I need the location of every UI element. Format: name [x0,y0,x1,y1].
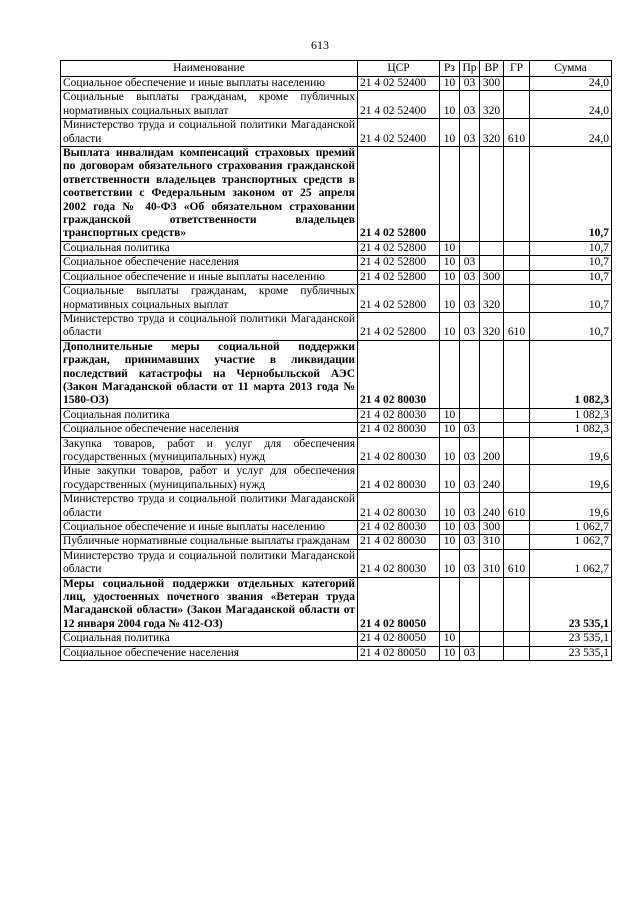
cell-sum: 1 062,7 [530,535,612,549]
table-row [61,535,612,549]
cell-rz: 10 [440,119,460,147]
table-row [61,147,612,242]
table-row [61,77,612,91]
cell-pr [460,241,480,255]
cell-gr [504,77,530,91]
cell-sum: 24,0 [530,119,612,147]
cell-csr: 21 4 02 80030 [358,340,440,408]
cell-sum: 24,0 [530,77,612,91]
cell-pr: 03 [460,119,480,147]
cell-rz [440,577,460,632]
cell-pr: 03 [460,493,480,521]
table-row [61,91,612,119]
cell-name: Публичные нормативные социальные выплаты гражданам [61,535,358,549]
table-row [61,241,612,255]
cell-vr: 300 [480,270,504,284]
cell-rz: 10 [440,77,460,91]
cell-csr: 21 4 02 80050 [358,577,440,632]
cell-name: Социальное обеспечение и иные выплаты населению [61,77,358,91]
cell-vr: 310 [480,535,504,549]
cell-sum: 1 082,3 [530,423,612,437]
cell-sum: 19,6 [530,465,612,493]
cell-pr: 03 [460,423,480,437]
table-row [61,285,612,313]
cell-csr: 21 4 02 52800 [358,241,440,255]
cell-name: Социальная политика [61,632,358,646]
cell-vr: 200 [480,437,504,465]
cell-sum: 10,7 [530,256,612,270]
cell-gr [504,241,530,255]
header-gr: ГР [504,61,530,77]
cell-rz: 10 [440,646,460,660]
cell-name: Социальное обеспечение населения [61,256,358,270]
cell-rz: 10 [440,535,460,549]
cell-rz: 10 [440,408,460,422]
cell-vr: 300 [480,77,504,91]
cell-vr [480,577,504,632]
table-row [61,256,612,270]
cell-pr [460,340,480,408]
cell-pr: 03 [460,646,480,660]
cell-pr: 03 [460,535,480,549]
cell-pr: 03 [460,521,480,535]
cell-pr: 03 [460,312,480,340]
cell-name: Социальное обеспечение и иные выплаты населению [61,270,358,284]
header-name: Наименование [61,61,358,77]
table-row [61,270,612,284]
cell-name: Социальная политика [61,408,358,422]
cell-csr: 21 4 02 80050 [358,646,440,660]
cell-sum: 23 535,1 [530,632,612,646]
cell-csr: 21 4 02 52400 [358,77,440,91]
cell-name: Дополнительные меры социальной поддержки граждан, принимавших участие в ликвидации последствий катастрофы на Чернобыльской АЭС (Закон Магаданской области от 11 марта 2013 года № 1580-ОЗ) [61,340,358,408]
cell-vr [480,241,504,255]
cell-pr [460,408,480,422]
cell-gr [504,465,530,493]
cell-vr: 320 [480,119,504,147]
cell-rz: 10 [440,270,460,284]
cell-gr [504,577,530,632]
cell-sum: 1 082,3 [530,340,612,408]
cell-sum: 10,7 [530,270,612,284]
cell-vr [480,340,504,408]
cell-rz: 10 [440,256,460,270]
cell-name: Иные закупки товаров, работ и услуг для обеспечения государственных (муниципальных) нужд [61,465,358,493]
cell-vr: 320 [480,312,504,340]
cell-vr: 240 [480,493,504,521]
table-header [61,61,612,77]
cell-vr [480,408,504,422]
cell-csr: 21 4 02 80030 [358,493,440,521]
cell-name: Министерство труда и социальной политики Магаданской области [61,119,358,147]
cell-sum: 1 082,3 [530,408,612,422]
cell-gr: 610 [504,312,530,340]
cell-pr: 03 [460,437,480,465]
cell-csr: 21 4 02 52800 [358,312,440,340]
cell-gr [504,423,530,437]
cell-gr [504,147,530,242]
cell-pr [460,632,480,646]
cell-pr: 03 [460,77,480,91]
cell-sum: 23 535,1 [530,646,612,660]
cell-vr [480,147,504,242]
cell-name: Министерство труда и социальной политики Магаданской области [61,493,358,521]
cell-rz: 10 [440,241,460,255]
table-row [61,119,612,147]
cell-vr [480,423,504,437]
cell-vr: 300 [480,521,504,535]
table-row [61,465,612,493]
cell-rz: 10 [440,632,460,646]
cell-csr: 21 4 02 80030 [358,423,440,437]
cell-gr: 610 [504,549,530,577]
cell-gr [504,340,530,408]
cell-vr: 310 [480,549,504,577]
cell-pr: 03 [460,270,480,284]
cell-csr: 21 4 02 80030 [358,465,440,493]
table-body [61,77,612,661]
cell-gr [504,408,530,422]
cell-name: Министерство труда и социальной политики Магаданской области [61,549,358,577]
cell-rz: 10 [440,312,460,340]
cell-gr [504,632,530,646]
cell-gr [504,270,530,284]
cell-pr: 03 [460,91,480,119]
cell-vr: 320 [480,91,504,119]
cell-rz [440,147,460,242]
cell-sum: 19,6 [530,493,612,521]
table-row [61,493,612,521]
cell-csr: 21 4 02 52800 [358,256,440,270]
cell-rz [440,340,460,408]
table-row [61,340,612,408]
cell-rz: 10 [440,423,460,437]
cell-vr [480,256,504,270]
cell-name: Социальное обеспечение и иные выплаты населению [61,521,358,535]
cell-name: Меры социальной поддержки отдельных категорий лиц, удостоенных почетного звания «Ветеран труда Магаданской области» (Закон Магаданской области от 12 января 2004 года № 412-ОЗ) [61,577,358,632]
cell-csr: 21 4 02 52800 [358,270,440,284]
cell-sum: 23 535,1 [530,577,612,632]
cell-gr [504,91,530,119]
cell-vr: 320 [480,285,504,313]
cell-csr: 21 4 02 80030 [358,549,440,577]
header-sum: Сумма [530,61,612,77]
cell-rz: 10 [440,521,460,535]
cell-vr [480,646,504,660]
cell-vr: 240 [480,465,504,493]
cell-rz: 10 [440,493,460,521]
cell-name: Министерство труда и социальной политики Магаданской области [61,312,358,340]
header-row [61,61,612,77]
cell-gr [504,256,530,270]
cell-csr: 21 4 02 80030 [358,437,440,465]
cell-name: Социальное обеспечение населения [61,646,358,660]
header-vr: ВР [480,61,504,77]
header-pr: Пр [460,61,480,77]
cell-gr [504,285,530,313]
table-row [61,312,612,340]
budget-table [60,60,612,661]
cell-csr: 21 4 02 80030 [358,535,440,549]
cell-csr: 21 4 02 52400 [358,119,440,147]
cell-gr [504,535,530,549]
cell-csr: 21 4 02 80050 [358,632,440,646]
table-row [61,423,612,437]
cell-sum: 10,7 [530,241,612,255]
cell-gr [504,646,530,660]
table-row [61,437,612,465]
cell-gr: 610 [504,493,530,521]
cell-csr: 21 4 02 52800 [358,147,440,242]
table-row [61,632,612,646]
cell-rz: 10 [440,465,460,493]
cell-csr: 21 4 02 52800 [358,285,440,313]
cell-pr: 03 [460,285,480,313]
table-row [61,408,612,422]
cell-name: Социальные выплаты гражданам, кроме публичных нормативных социальных выплат [61,285,358,313]
cell-gr: 610 [504,119,530,147]
table-row [61,577,612,632]
header-csr: ЦСР [358,61,440,77]
cell-sum: 10,7 [530,147,612,242]
cell-csr: 21 4 02 52400 [358,91,440,119]
cell-csr: 21 4 02 80030 [358,408,440,422]
cell-pr: 03 [460,549,480,577]
cell-sum: 19,6 [530,437,612,465]
cell-rz: 10 [440,91,460,119]
cell-name: Выплата инвалидам компенсаций страховых премий по договорам обязательного страхования гражданской ответственности владельцев транспортных средств в соответствии с Федеральным законом от 25 апреля 2002 года № 40-ФЗ «Об обязательном страховании гражданской ответственности владельцев транспортных средств» [61,147,358,242]
cell-name: Социальные выплаты гражданам, кроме публичных нормативных социальных выплат [61,91,358,119]
cell-sum: 1 062,7 [530,521,612,535]
cell-pr [460,147,480,242]
page-number: 613 [311,38,329,52]
cell-vr [480,632,504,646]
table-row [61,521,612,535]
cell-gr [504,437,530,465]
table-row [61,646,612,660]
cell-sum: 10,7 [530,312,612,340]
cell-pr: 03 [460,256,480,270]
cell-gr [504,521,530,535]
cell-rz: 10 [440,285,460,313]
cell-sum: 1 062,7 [530,549,612,577]
cell-rz: 10 [440,437,460,465]
cell-name: Социальное обеспечение населения [61,423,358,437]
header-rz: Рз [440,61,460,77]
table-row [61,549,612,577]
cell-pr [460,577,480,632]
cell-pr: 03 [460,465,480,493]
cell-name: Закупка товаров, работ и услуг для обеспечения государственных (муниципальных) нужд [61,437,358,465]
cell-sum: 10,7 [530,285,612,313]
cell-name: Социальная политика [61,241,358,255]
cell-rz: 10 [440,549,460,577]
cell-csr: 21 4 02 80030 [358,521,440,535]
cell-sum: 24,0 [530,91,612,119]
